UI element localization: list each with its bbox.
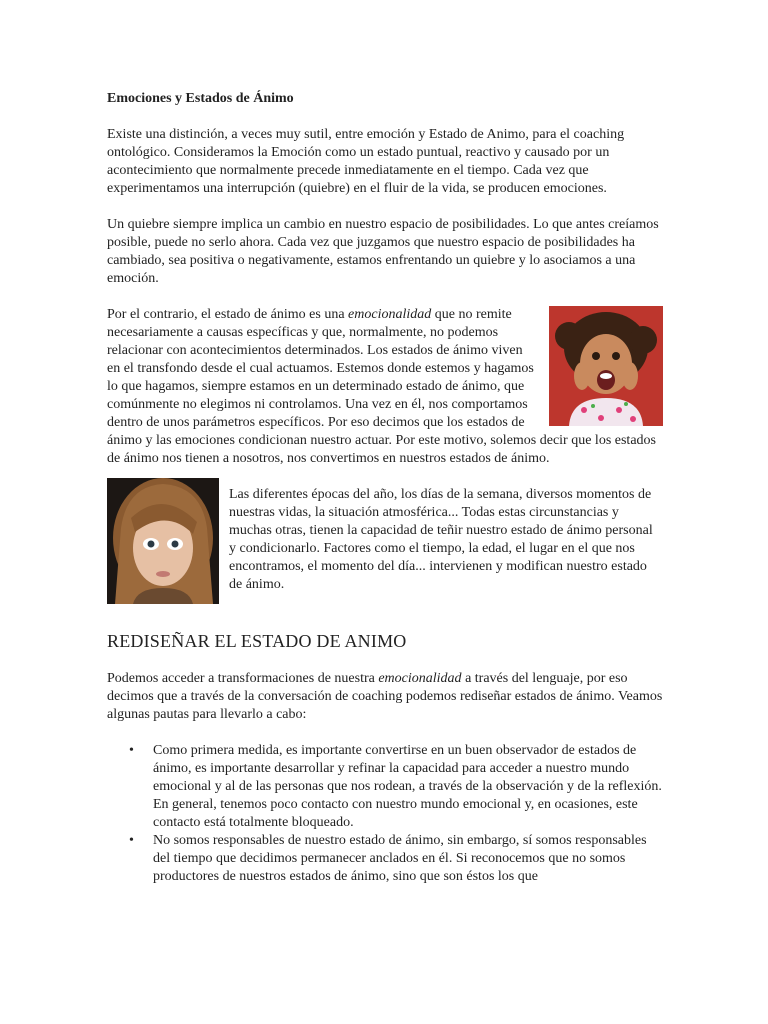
paragraph-5-text-b: a través del lenguaje, por eso decimos que a través de la conversación de coaching podemos rediseñar estados de ánimo. Veamos algunas pautas para llevarlo a cabo: [107,671,663,722]
paragraph-5-text-a: Podemos acceder a transformaciones de nuestra [107,671,379,686]
paragraph-3-text-a: Por el contrario, el estado de ánimo es una [107,307,349,322]
paragraph-4: Las diferentes épocas del año, los días de la semana, diversos momentos de nuestras vidas, la situación atmosférica... Todas estas circunstancias y muchas otras, tienen la capacidad de teñir nuestro estado de ánimo personal y condicionarlo. Factores como el tiempo, la edad, el lugar en el que nos encontramos, el momento del día... intervienen y modifican nuestro estado de ánimo. [229,487,653,592]
list-item [129,832,663,886]
photo-surprised-girl [549,306,663,426]
list-item-text: Como primera medida, es importante convertirse en un buen observador de estados de ánimo, es importante desarrollar y refinar la capacidad para acceder a nuestro mundo emocional y al de las personas que nos rodean, a través de la observación y de la reflexión. En general, tenemos poco contacto con nuestro mundo emocional y, en ocasiones, este contacto está totalmente bloqueado. [153,743,662,830]
list-item-text: No somos responsables de nuestro estado de ánimo, sin embargo, sí somos responsables del tiempo que decidimos permanecer anclados en él. Si reconocemos que no somos productores de nuestros estados de ánimo, sino que son éstos los que [153,833,647,884]
document-title: Emociones y Estados de Ánimo [107,91,294,106]
bullet-icon: • [129,743,134,758]
paragraph-3-emphasis: emocionalidad [348,307,432,322]
paragraph-5 [107,670,663,724]
bullet-icon: • [129,833,134,848]
bullet-list [107,742,663,886]
photo-staring-girl [107,478,219,604]
paragraph-1: Existe una distinción, a veces muy sutil, entre emoción y Estado de Animo, para el coaching ontológico. Consideramos la Emoción como un estado puntual, reactivo y causado por un acontecimiento que normalmente precede inmediatamente en el tiempo. Cada vez que experimentamos una interrupción (quiebre) en el fluir de la vida, se producen emociones. [107,127,625,196]
paragraph-2: Un quiebre siempre implica un cambio en nuestro espacio de posibilidades. Lo que antes creíamos posible, puede no serlo ahora. Cada vez que juzgamos que nuestro espacio de posibilidades ha cambiado, sea positiva o negativamente, estamos enfrentando un quiebre y lo asociamos a una emoción. [107,217,659,286]
paragraph-5-emphasis: emocionalidad [378,671,462,686]
paragraph-3-text-b: que no remite necesariamente a causas específicas y que, normalmente, no podemos relacionar con acontecimientos determinados. Los estados de ánimo viven en el transfondo desde el cual actuamos. Estemos donde estemos y hagamos lo que hagamos, siempre estamos en un determinado estado de ánimo, que comúnmente no elegimos ni controlamos. Una vez en él, nos comportamos dentro de unos parámetros específicos. Por eso decimos que los estados de ánimo y las emociones condicionan nuestro actuar. Por este motivo, solemos decir que los estados de ánimo nos tienen a nosotros, nos convertimos en nuestros estados de ánimo. [107,307,656,466]
document-page [107,90,663,886]
section-heading: REDISEÑAR EL ESTADO DE ANIMO [107,631,407,651]
list-item [129,742,663,832]
